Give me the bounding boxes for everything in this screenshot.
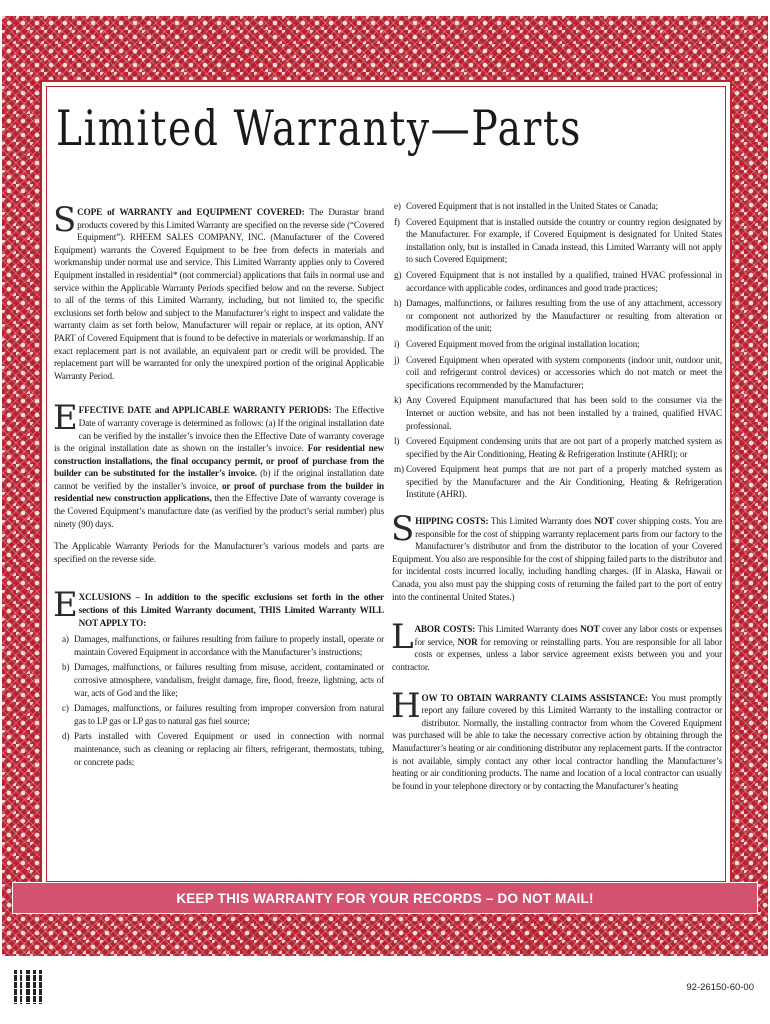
scope-dropcap: S: [53, 200, 77, 240]
labor-section: [391, 617, 723, 673]
scope-heading: COPE of WARRANTY and EQUIPMENT COVERED:: [77, 207, 305, 217]
exclusion-text: Covered Equipment condensing units that are not part of a properly matched system as specified by the Air Conditioning, Heating & Refrigeration Institute (AHRI); or: [406, 436, 722, 459]
exclusion-item: [392, 435, 722, 460]
exclusion-item: [392, 338, 722, 351]
shipping-body-2: cover shipping costs. You are responsible for the cost of shipping warranty replacement parts from our factory to the Manufacturer’s distributor and from the distributor to the location of your Covered Equipment. You also are responsible for the cost of shipping failed parts to the distributor and for incidental costs incurred locally, including handling charges. (If in Alaska, Hawaii or Canada, you also must pay the shipping costs of returning the failed part to the port of entry into the continental United States.): [392, 516, 722, 602]
exclusion-marker: c): [62, 703, 69, 714]
effective-body-2: (b) if the original installation date cannot be verified by the installer’s invoice,: [54, 468, 384, 491]
form-code: 92-26150-60-00: [686, 982, 754, 993]
exclusion-marker: d): [62, 731, 70, 742]
exclusion-text: Parts installed with Covered Equipment or used in connection with normal maintenance, such as cleaning or replacing air filters, refrigerant, thermostats, tubing, or concrete pads;: [74, 731, 384, 767]
labor-dropcap: L: [391, 617, 414, 658]
scope-body: The Durastar brand products covered by this Limited Warranty are specified on the reverse side (“Covered Equipment”). RHEEM SALES COMPANY, INC. (Manufacturer of the Covered Equipment) warrants the Covered Equipment to be free from defects in materials and workmanship under normal use and service. This Limited Warranty applies only to Covered Equipment installed in residential* (not commercial) applications that fails in normal use and service within the Applicable Warranty Periods specified below and on the reverse. Subject to all of the terms of this Limited Warranty, including, but not limited to, the specific exclusions set forth below and subject to the Manufacturer’s right to inspect and validate the warranty claim as set forth below, Manufacturer will repair or replace, at its option, ANY PART of Covered Equipment that is found to be defective in materials or workmanship. If an exact replacement part is not available, an equivalent part or credit will be provided. The replacement part will be warranted for only the unexpired portion of the original Applicable Warranty Period.: [54, 207, 384, 381]
shipping-section: [391, 509, 722, 603]
exclusions-list-left: [54, 633, 384, 768]
decorative-border: [2, 16, 768, 956]
exclusion-marker: l): [394, 436, 400, 447]
exclusion-item: [60, 633, 384, 658]
exclusion-text: Covered Equipment that is not installed by a qualified, trained HVAC professional in accordance with applicable codes, ordinances and good trade practices;: [406, 269, 722, 293]
exclusion-text: Covered Equipment heat pumps that are not part of a properly matched system as specified by the Manufacturer and the Air Conditioning, Heating & Refrigeration Institute (AHRI).: [406, 464, 722, 500]
left-column: [53, 200, 385, 778]
exclusions-heading: XCLUSIONS – In addition to the specific exclusions set forth in the other sections of this Limited Warranty document, THIS Limited Warranty WILL NOT APPLY TO:: [78, 592, 384, 628]
labor-bold-2: NOR: [457, 636, 478, 647]
right-column: [392, 200, 722, 802]
exclusion-text: Damages, malfunctions, or failures resulting from failure to properly install, operate or maintain Covered Equipment in accordance with the Manufacturer’s instructions;: [74, 634, 384, 657]
exclusion-text: Covered Equipment that is installed outside the country or country region designated by the Manufacturer. For example, if Covered Equipment is designated for United States installation only, but is installed in Canada instead, this Limited Warranty will not apply to such Covered Equipment;: [406, 216, 722, 265]
labor-body-1: This Limited Warranty does: [475, 624, 581, 635]
exclusion-item: [60, 702, 384, 727]
exclusion-text: Covered Equipment that is not installed in the United States or Canada;: [406, 201, 658, 211]
exclusion-marker: g): [394, 269, 402, 280]
effective-body-3: then the Effective Date of warranty coverage is the Covered Equipment’s manufacture date (as verified by the product’s serial number) plus ninety (90) days.: [54, 493, 384, 529]
exclusion-marker: k): [394, 395, 402, 406]
effective-paragraph-2: The Applicable Warranty Periods for the Manufacturer’s various models and parts are specified on the reverse side.: [54, 541, 384, 564]
effective-body-1: The Effective Date of warranty coverage is determined as follows: (a) If the original installation date can be verified by the installer’s invoice then the Effective Date of warranty coverage is the original installation date as shown on the installer’s invoice.: [54, 405, 384, 454]
exclusion-marker: m): [394, 464, 404, 475]
shipping-bold: NOT: [594, 516, 614, 527]
exclusion-item: [392, 354, 722, 392]
labor-heading: ABOR COSTS:: [414, 624, 476, 635]
exclusion-marker: b): [62, 662, 70, 673]
labor-body-2: cover any labor costs or expenses for service,: [414, 624, 723, 647]
claims-heading: OW TO OBTAIN WARRANTY CLAIMS ASSISTANCE:: [421, 692, 648, 703]
exclusion-text: Covered Equipment moved from the original installation location;: [406, 338, 640, 349]
exclusion-text: Any Covered Equipment manufactured that has been sold to the consumer via the Internet or auction website, and has not been installed by a trained, qualified HVAC professional.: [406, 395, 722, 431]
effective-bold-2: or proof of purchase from the builder in residential new construction applications,: [54, 480, 385, 504]
effective-section: [53, 398, 385, 530]
claims-dropcap: H: [391, 685, 421, 726]
exclusions-section: [53, 585, 384, 768]
effective-heading: FFECTIVE DATE and APPLICABLE WARRANTY PERIODS:: [78, 405, 332, 416]
exclusion-text: Covered Equipment when operated with system components (indoor unit, outdoor unit, coil and refrigerant control devices) or accessories which do not match or meet the specifications recommended by the Manufacturer;: [406, 354, 722, 390]
exclusions-dropcap: E: [53, 585, 78, 626]
exclusion-text: Damages, malfunctions, or failures resulting from misuse, accident, contaminated or corrosive atmosphere, vandalism, freight damage, fire, flood, freeze, lightning, acts of war, acts of God and the like;: [74, 662, 384, 698]
exclusion-marker: i): [394, 338, 400, 349]
effective-dropcap: E: [53, 398, 78, 439]
qr-code-icon: [14, 970, 42, 1004]
exclusion-marker: a): [62, 634, 69, 645]
exclusion-item: [392, 269, 722, 294]
exclusion-marker: j): [394, 354, 400, 365]
exclusion-marker: f): [394, 216, 400, 227]
document-panel: [40, 80, 732, 888]
shipping-heading: HIPPING COSTS:: [415, 516, 489, 527]
exclusion-item: [392, 394, 722, 432]
exclusions-list-right: [392, 200, 722, 501]
exclusion-text: Damages, malfunctions, or failures resulting from the use of any attachment, accessory or component not authorized by the Manufacturer or resulting from alteration or modification of the unit;: [406, 298, 722, 334]
page-title: Limited Warranty—Parts: [56, 100, 583, 157]
claims-body: You must promptly report any failure covered by this Limited Warranty to the installing contractor or distributor. Normally, the installing contractor from whom the Covered Equipment was purchased will be able to take the necessary corrective action by obtaining through the Manufacturer’s heating or air conditioning distributor any replacement parts. If the contractor is not available, simply contact any other local contractor handling the Manufacturer’s heating or air conditioning products. The name and location of a local contractor can usually be found in your telephone directory or by contacting the Manufacturer’s heating: [392, 692, 722, 791]
exclusion-text: Damages, malfunctions, or failures resulting from improper conversion from natural gas to LP gas or LP gas to natural gas fuel source;: [74, 703, 384, 726]
labor-body-3: for removing or reinstalling parts. You are responsible for all labor costs or expenses, unless a labor service agreement exists between you and your contractor.: [392, 636, 723, 672]
exclusion-item: [60, 661, 384, 699]
shipping-dropcap: S: [391, 509, 415, 550]
labor-bold-1: NOT: [580, 624, 600, 635]
scope-section: [53, 200, 384, 382]
claims-section: [391, 685, 722, 793]
exclusion-marker: h): [394, 298, 402, 309]
records-banner: KEEP THIS WARRANTY FOR YOUR RECORDS – DO NOT MAIL!: [12, 882, 758, 914]
exclusion-item: [392, 200, 722, 213]
exclusion-marker: e): [394, 201, 401, 211]
exclusion-item: [60, 730, 384, 768]
exclusion-item: [392, 216, 722, 266]
exclusion-item: [392, 463, 722, 501]
effective-bold-1: For residential new construction installations, the final occupancy permit, or proof of purchase from the builder can be substituted for the installer’s invoice.: [54, 443, 385, 479]
shipping-body-1: This Limited Warranty does: [488, 516, 595, 527]
exclusion-item: [392, 297, 722, 335]
